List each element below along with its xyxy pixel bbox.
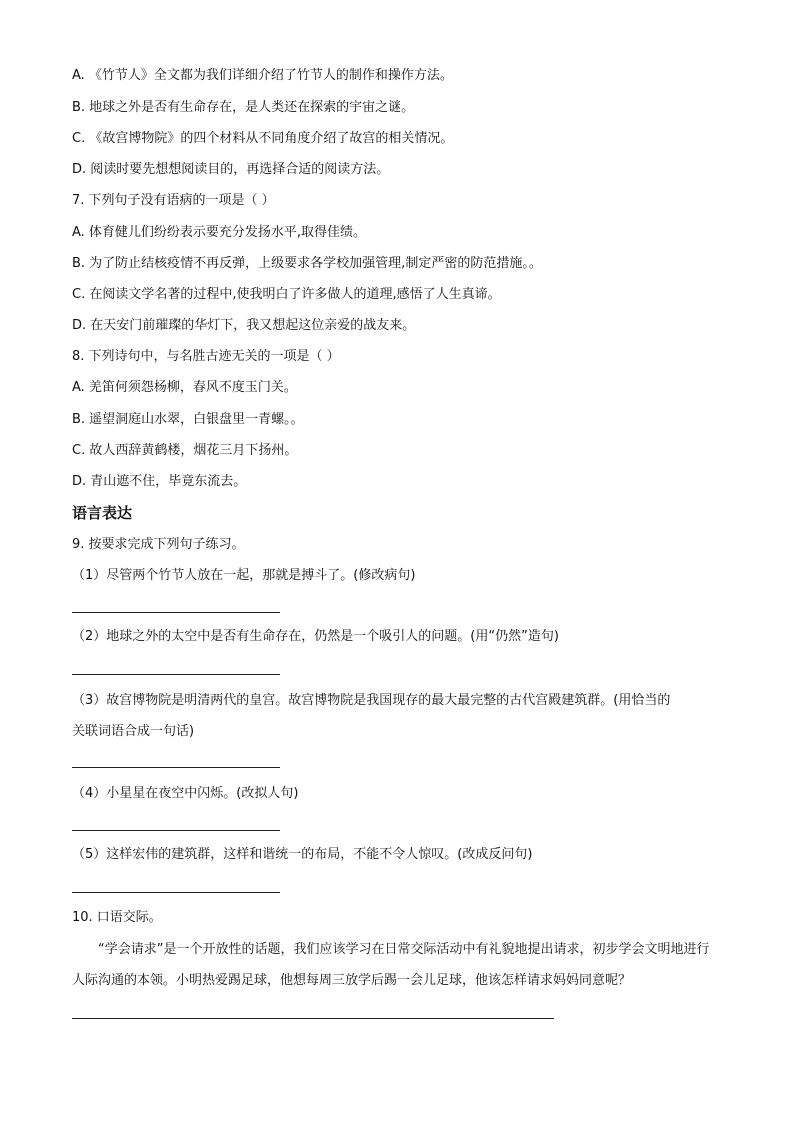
- q9-sub-2: （2）地球之外的太空中是否有生命存在，仍然是一个吸引人的问题。(用“仍然”造句): [72, 629, 559, 644]
- q6-option-c: C. 《故宫博物院》的四个材料从不同角度介绍了故宫的相关情况。: [72, 131, 454, 146]
- q7-option-d: D. 在天安门前璀璨的华灯下，我又想起这位亲爱的战友来。: [72, 318, 416, 333]
- q7-stem: 7. 下列句子没有语病的一项是（ ）: [72, 193, 275, 208]
- q7-option-b: B. 为了防止结核疫情不再反弹，上级要求各学校加强管理,制定严密的防范措施。。: [72, 256, 542, 271]
- q9-sub-4: （4）小星星在夜空中闪烁。(改拟人句): [72, 786, 299, 801]
- q8-option-d: D. 青山遮不住，毕竟东流去。: [72, 474, 247, 489]
- q8-option-b: B. 遥望洞庭山水翠，白银盘里一青螺。。: [72, 412, 304, 427]
- section-title: 语言表达: [72, 504, 133, 522]
- q9-sub-3-line-1: （3）故宫博物院是明清两代的皇宫。故宫博物院是我国现存的最大最完整的古代宫殿建筑群。(用恰当的: [72, 693, 671, 708]
- q8-stem: 8. 下列诗句中，与名胜古迹无关的一项是（ ）: [72, 349, 340, 364]
- q9-sub-3-line-2: 关联词语合成一句话): [72, 724, 195, 739]
- q9-answer-line-1[interactable]: [72, 612, 280, 613]
- q10-stem: 10. 口语交际。: [72, 910, 162, 925]
- q7-option-a: A. 体育健儿们纷纷表示要充分发扬水平,取得佳绩。: [72, 225, 367, 240]
- q10-passage: “学会请求”是一个开放性的话题，我们应该学习在日常交际活动中有礼貌地提出请求，初步学会文明地进行人际沟通的本领。小明热爱踢足球，他想每周三放学后踢一会儿足球，他该怎样请求妈妈同意呢？: [72, 942, 710, 988]
- q8-option-a: A. 羌笛何须怨杨柳，春风不度玉门关。: [72, 380, 297, 395]
- q9-answer-line-5[interactable]: [72, 892, 280, 893]
- q6-option-b: B. 地球之外是否有生命存在，是人类还在探索的宇宙之谜。: [72, 100, 415, 115]
- q9-sub-1: （1）尽管两个竹节人放在一起，那就是搏斗了。(修改病句): [72, 568, 416, 583]
- q6-option-d: D. 阅读时要先想想阅读目的，再选择合适的阅读方法。: [72, 162, 390, 177]
- q10-answer-line[interactable]: [72, 1018, 554, 1019]
- q9-answer-line-2[interactable]: [72, 674, 280, 675]
- q9-sub-5: （5）这样宏伟的建筑群，这样和谐统一的布局，不能不令人惊叹。(改成反问句): [72, 847, 533, 862]
- q9-stem: 9. 按要求完成下列句子练习。: [72, 537, 245, 552]
- q8-option-c: C. 故人西辞黄鹤楼，烟花三月下扬州。: [72, 443, 298, 458]
- q7-option-c: C. 在阅读文学名著的过程中,使我明白了许多做人的道理,感悟了人生真谛。: [72, 287, 501, 302]
- q9-answer-line-3[interactable]: [72, 767, 280, 768]
- q6-option-a: A. 《竹节人》全文都为我们详细介绍了竹节人的制作和操作方法。: [72, 68, 453, 83]
- q9-answer-line-4[interactable]: [72, 830, 280, 831]
